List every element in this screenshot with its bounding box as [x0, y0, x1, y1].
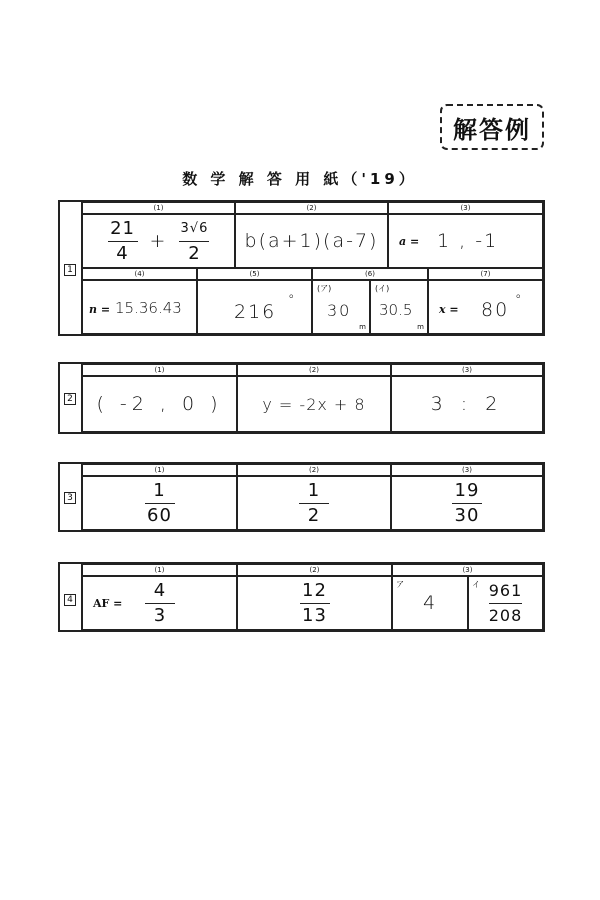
answer-text: 15.36.43 — [115, 299, 182, 317]
answer-label: a = — [399, 235, 420, 248]
q1-2-answer — [235, 214, 388, 268]
meter-unit: m — [417, 323, 424, 331]
q1-4-answer — [82, 280, 197, 334]
section-1-number: 1 — [64, 264, 76, 276]
q1-1-header: (1) — [82, 202, 235, 214]
q4-3b-answer — [468, 576, 543, 630]
q3-1-header: (1) — [82, 464, 237, 476]
sub-label-a: (ア) — [317, 284, 332, 293]
answer-text: 30.5 — [379, 301, 413, 319]
q1-3-answer — [388, 214, 543, 268]
answer-label: AF = — [93, 597, 123, 610]
fraction: $\frac{12}{13}$ — [300, 580, 330, 627]
q4-1-answer — [82, 576, 237, 630]
q1-3-header: (3) — [388, 202, 543, 214]
answer-label: n = — [89, 303, 111, 316]
q2-2-answer — [237, 376, 391, 432]
sub-label-i: (イ) — [375, 284, 390, 293]
answer-text: 4 — [422, 592, 438, 614]
q1-6b-answer — [370, 280, 428, 334]
answer-text: 216 — [234, 301, 277, 323]
q4-2-header: (2) — [237, 564, 392, 576]
answer-text: 1 , -1 — [437, 230, 499, 252]
degree-unit: ° — [288, 293, 297, 308]
q3-3-header: (3) — [391, 464, 543, 476]
q3-2-header: (2) — [237, 464, 391, 476]
q1-5-answer — [197, 280, 312, 334]
q2-3-answer — [391, 376, 543, 432]
sub-label-i: イ — [472, 580, 480, 589]
section-1-label-cell — [60, 202, 82, 334]
q1-6-header: (6) — [312, 268, 428, 280]
q4-3-header: (3) — [392, 564, 543, 576]
fraction: $\frac{21}{4}$ — [108, 218, 138, 265]
q3-2-answer — [237, 476, 391, 530]
q1-7-answer — [428, 280, 543, 334]
q3-1-answer — [82, 476, 237, 530]
q2-2-header: (2) — [237, 364, 391, 376]
section-4-number: 4 — [64, 594, 76, 606]
answer-text: 80 — [481, 299, 510, 321]
answer-text: ( -2 , 0 ) — [96, 393, 223, 415]
answer-text: y = -2x + 8 — [262, 394, 366, 414]
answer-text: b(a+1)(a-7) — [244, 230, 379, 252]
q3-3-answer — [391, 476, 543, 530]
q1-5-header: (5) — [197, 268, 312, 280]
q1-7-header: (7) — [428, 268, 543, 280]
fraction: $\frac{1}{2}$ — [299, 480, 329, 527]
fraction: $\frac{3√6}{2}$ — [180, 220, 209, 264]
fraction: 4 3 — [145, 580, 175, 627]
section-3-number: 3 — [64, 492, 76, 504]
q4-2-answer — [237, 576, 392, 630]
q2-1-answer — [82, 376, 237, 432]
q4-3a-answer — [392, 576, 468, 630]
answer-label: x = — [439, 303, 459, 316]
section-2-label-cell — [60, 364, 82, 432]
fraction: $\frac{961}{208}$ — [488, 580, 523, 625]
q1-1-answer — [82, 214, 235, 268]
fraction: $\frac{19}{30}$ — [452, 480, 482, 527]
section-2-table — [58, 362, 545, 434]
answer-text: 3 : 2 — [430, 393, 504, 415]
q4-1-header: (1) — [82, 564, 237, 576]
q2-3-header: (3) — [391, 364, 543, 376]
section-3-table — [58, 462, 545, 532]
q2-1-header: (1) — [82, 364, 237, 376]
section-1-table — [58, 200, 545, 336]
answer-example-badge: 解答例 — [440, 104, 544, 150]
answer-text: 30 — [327, 301, 352, 320]
page-title: 数 学 解 答 用 紙（'19） — [182, 170, 418, 188]
plus-sign: + — [149, 230, 168, 252]
q1-2-header: (2) — [235, 202, 388, 214]
fraction: $\frac{1}{60}$ — [145, 480, 175, 527]
section-4-label-cell — [60, 564, 82, 630]
meter-unit: m — [359, 323, 366, 331]
degree-unit: ° — [515, 293, 524, 308]
section-2-number: 2 — [64, 393, 76, 405]
section-4-table — [58, 562, 545, 632]
q1-6a-answer — [312, 280, 370, 334]
section-3-label-cell — [60, 464, 82, 530]
q1-4-header: (4) — [82, 268, 197, 280]
sub-label-a: ア — [396, 580, 404, 589]
